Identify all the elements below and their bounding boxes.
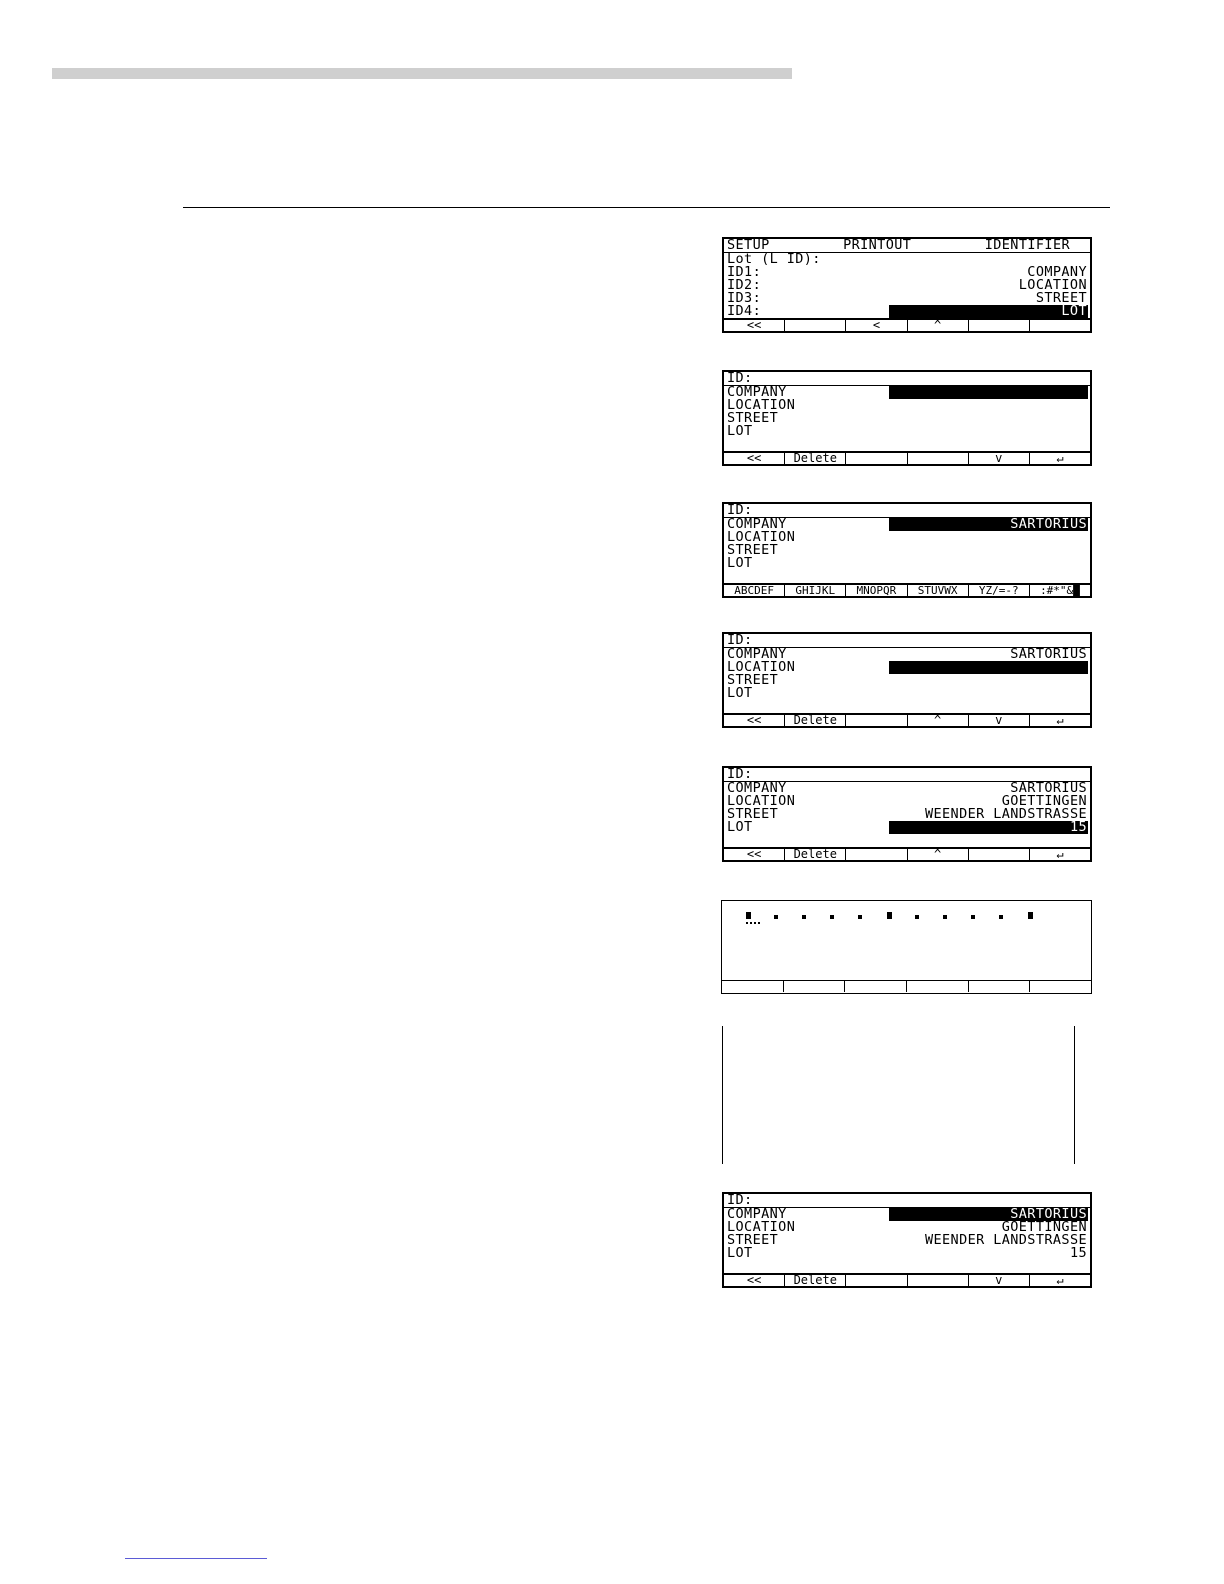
display-screen-alpha-entry — [722, 502, 1092, 598]
screen-title-row — [724, 253, 1090, 266]
id-label: LOT — [727, 1247, 753, 1260]
softkey-enter[interactable]: ↵ — [1056, 453, 1064, 464]
softkey-left[interactable]: < — [846, 320, 907, 331]
softkey-back[interactable]: << — [724, 320, 785, 331]
id-value: STREET — [1035, 292, 1087, 305]
softkey-up[interactable]: ^ — [908, 849, 969, 860]
id-input-highlighted[interactable]: SARTORIUS — [889, 518, 1088, 531]
screen-title: ID: — [727, 372, 753, 386]
id-row[interactable] — [724, 544, 1090, 557]
softkey-enter[interactable]: ↵ — [1056, 849, 1064, 860]
softkey-4[interactable] — [908, 1275, 969, 1286]
id-label: LOT — [727, 557, 753, 570]
progress-dots — [722, 901, 1091, 931]
id-input-highlighted[interactable] — [889, 661, 1088, 674]
id-value: 15 — [1069, 1247, 1087, 1260]
softkey-bar — [722, 980, 1091, 992]
id-row[interactable] — [724, 557, 1090, 570]
id-row[interactable] — [724, 1221, 1090, 1234]
screen-title-row — [724, 504, 1090, 518]
softkey-back[interactable]: << — [724, 1275, 785, 1286]
blank-frame — [722, 1026, 1075, 1164]
display-screen-id-entry — [722, 370, 1092, 466]
softkey-1[interactable] — [722, 981, 784, 992]
id-label: ID3: — [727, 292, 762, 305]
screen-title-row — [724, 1194, 1090, 1208]
softkey-3[interactable] — [846, 849, 907, 860]
id-row[interactable] — [724, 1234, 1090, 1247]
header-identifier: IDENTIFIER — [984, 239, 1070, 253]
softkey-bar — [724, 1273, 1090, 1286]
softkey-back[interactable]: << — [724, 715, 785, 726]
softkey-alpha-2[interactable]: GHIJKL — [785, 585, 846, 596]
softkey-back[interactable]: << — [724, 849, 785, 860]
id-label: COMPANY — [727, 782, 787, 795]
id-row[interactable] — [724, 687, 1090, 700]
softkey-5[interactable] — [969, 849, 1030, 860]
id-value: LOCATION — [1018, 279, 1087, 292]
id-label: STREET — [727, 1234, 779, 1247]
screen-title-row — [724, 768, 1090, 782]
spacer-row — [724, 700, 1090, 713]
id-row[interactable] — [724, 808, 1090, 821]
softkey-down[interactable]: v — [969, 453, 1030, 464]
display-screen-progress — [721, 900, 1092, 994]
display-screen-id-summary — [722, 1192, 1092, 1288]
spacer-row — [724, 1260, 1090, 1273]
softkey-2[interactable] — [784, 981, 846, 992]
id-value: SARTORIUS — [1010, 782, 1087, 795]
spacer-row — [724, 570, 1090, 583]
softkey-5[interactable] — [969, 981, 1031, 992]
progress-dot — [887, 912, 892, 919]
softkey-4[interactable] — [907, 981, 969, 992]
softkey-alpha-5[interactable]: YZ/=-? — [969, 585, 1030, 596]
id-label: LOCATION — [727, 795, 796, 808]
id-label: LOT — [727, 687, 753, 700]
id-row[interactable] — [724, 399, 1090, 412]
progress-dot — [802, 915, 806, 919]
id-row[interactable] — [724, 531, 1090, 544]
id-label: COMPANY — [727, 518, 787, 531]
id-value: WEENDER LANDSTRASSE — [924, 808, 1087, 821]
softkey-bar — [724, 451, 1090, 464]
id-label: ID4: — [727, 305, 762, 318]
progress-dot — [858, 915, 862, 919]
id-label: LOCATION — [727, 531, 796, 544]
softkey-enter[interactable]: ↵ — [1056, 1275, 1064, 1286]
softkey-delete[interactable]: Delete — [785, 715, 846, 726]
footer-link-underline[interactable] — [125, 1558, 267, 1559]
softkey-alpha-3[interactable]: MNOPQR — [846, 585, 907, 596]
spacer-row — [724, 438, 1090, 451]
id-row[interactable] — [724, 425, 1090, 438]
progress-dot — [830, 915, 834, 919]
progress-dot — [774, 915, 778, 919]
header-printout: PRINTOUT — [843, 239, 912, 253]
id-row-selected[interactable] — [724, 305, 1090, 318]
softkey-4[interactable] — [908, 453, 969, 464]
softkey-delete[interactable]: Delete — [785, 1275, 846, 1286]
header-setup: SETUP — [727, 239, 770, 253]
section-divider — [183, 207, 1110, 208]
softkey-3[interactable] — [846, 453, 907, 464]
softkey-bar — [724, 713, 1090, 726]
alpha-softkey-bar — [724, 583, 1090, 596]
display-screen-identifier-setup — [722, 237, 1092, 333]
screen-title: ID: — [727, 634, 753, 648]
id-label: LOT — [727, 821, 753, 834]
id-row-selected[interactable] — [724, 518, 1090, 531]
id-label: COMPANY — [727, 1208, 787, 1221]
screen-title: ID: — [727, 1194, 753, 1208]
id-label: STREET — [727, 674, 779, 687]
progress-dot — [1028, 912, 1033, 919]
softkey-down[interactable]: v — [969, 715, 1030, 726]
id-label: LOCATION — [727, 399, 796, 412]
softkey-up[interactable]: ^ — [908, 320, 969, 331]
id-value: GOETTINGEN — [1001, 795, 1087, 808]
id-row[interactable] — [724, 266, 1090, 279]
id-row-selected[interactable] — [724, 1208, 1090, 1221]
softkey-3[interactable] — [845, 981, 907, 992]
softkey-6[interactable] — [1030, 981, 1091, 992]
screen-title-row — [724, 372, 1090, 386]
id-row[interactable] — [724, 292, 1090, 305]
progress-dot — [943, 915, 947, 919]
id-label: STREET — [727, 412, 779, 425]
id-label: LOCATION — [727, 1221, 796, 1234]
id-label: STREET — [727, 544, 779, 557]
id-row[interactable] — [724, 1247, 1090, 1260]
id-row-selected[interactable] — [724, 821, 1090, 834]
softkey-bar — [724, 318, 1090, 331]
softkey-alpha-4[interactable]: STUVWX — [908, 585, 969, 596]
progress-dot — [915, 915, 919, 919]
softkey-6[interactable] — [1030, 320, 1090, 331]
softkey-up[interactable]: ^ — [908, 715, 969, 726]
screen-title: ID: — [727, 768, 753, 782]
display-screen-location-entry — [722, 632, 1092, 728]
id-value: SARTORIUS — [1010, 648, 1087, 661]
softkey-3[interactable] — [846, 715, 907, 726]
id-row[interactable] — [724, 674, 1090, 687]
id-row[interactable] — [724, 279, 1090, 292]
softkey-alpha-6[interactable]: :#*"&█ — [1040, 585, 1080, 596]
id-value: WEENDER LANDSTRASSE — [924, 1234, 1087, 1247]
id-input-highlighted[interactable]: 15 — [889, 821, 1088, 834]
progress-dot — [971, 915, 975, 919]
progress-cursor — [746, 922, 760, 926]
softkey-2[interactable] — [785, 320, 846, 331]
id-row[interactable] — [724, 648, 1090, 661]
id-row[interactable] — [724, 795, 1090, 808]
spacer-row — [724, 834, 1090, 847]
id-value: COMPANY — [1027, 266, 1087, 279]
softkey-3[interactable] — [846, 1275, 907, 1286]
softkey-delete[interactable]: Delete — [785, 849, 846, 860]
id-label: ID2: — [727, 279, 762, 292]
progress-dot — [999, 915, 1003, 919]
id-label: LOT — [727, 425, 753, 438]
screen-title: ID: — [727, 504, 753, 518]
id-label: COMPANY — [727, 386, 787, 399]
id-row-selected[interactable] — [724, 661, 1090, 674]
id-input-highlighted[interactable] — [889, 386, 1088, 399]
id-value: GOETTINGEN — [1001, 1221, 1087, 1234]
softkey-alpha-1[interactable]: ABCDEF — [724, 585, 785, 596]
id-label: ID1: — [727, 266, 762, 279]
top-shaded-bar — [52, 68, 792, 79]
id-row[interactable] — [724, 412, 1090, 425]
screen-title-row — [724, 634, 1090, 648]
id-label: COMPANY — [727, 648, 787, 661]
progress-dot — [746, 912, 751, 919]
blank-area — [722, 931, 1091, 980]
id-row[interactable] — [724, 782, 1090, 795]
id-row-selected[interactable] — [724, 386, 1090, 399]
id-value-highlighted[interactable]: SARTORIUS — [889, 1208, 1088, 1221]
screen-title: Lot (L ID): — [727, 253, 821, 266]
softkey-bar — [724, 847, 1090, 860]
id-value-highlighted: LOT — [889, 305, 1088, 318]
id-label: LOCATION — [727, 661, 796, 674]
screen-header — [724, 239, 1090, 253]
softkey-down[interactable]: v — [969, 1275, 1030, 1286]
softkey-back[interactable]: << — [724, 453, 785, 464]
id-label: STREET — [727, 808, 779, 821]
softkey-delete[interactable]: Delete — [785, 453, 846, 464]
softkey-5[interactable] — [969, 320, 1030, 331]
softkey-enter[interactable]: ↵ — [1056, 715, 1064, 726]
display-screen-lot-entry — [722, 766, 1092, 862]
